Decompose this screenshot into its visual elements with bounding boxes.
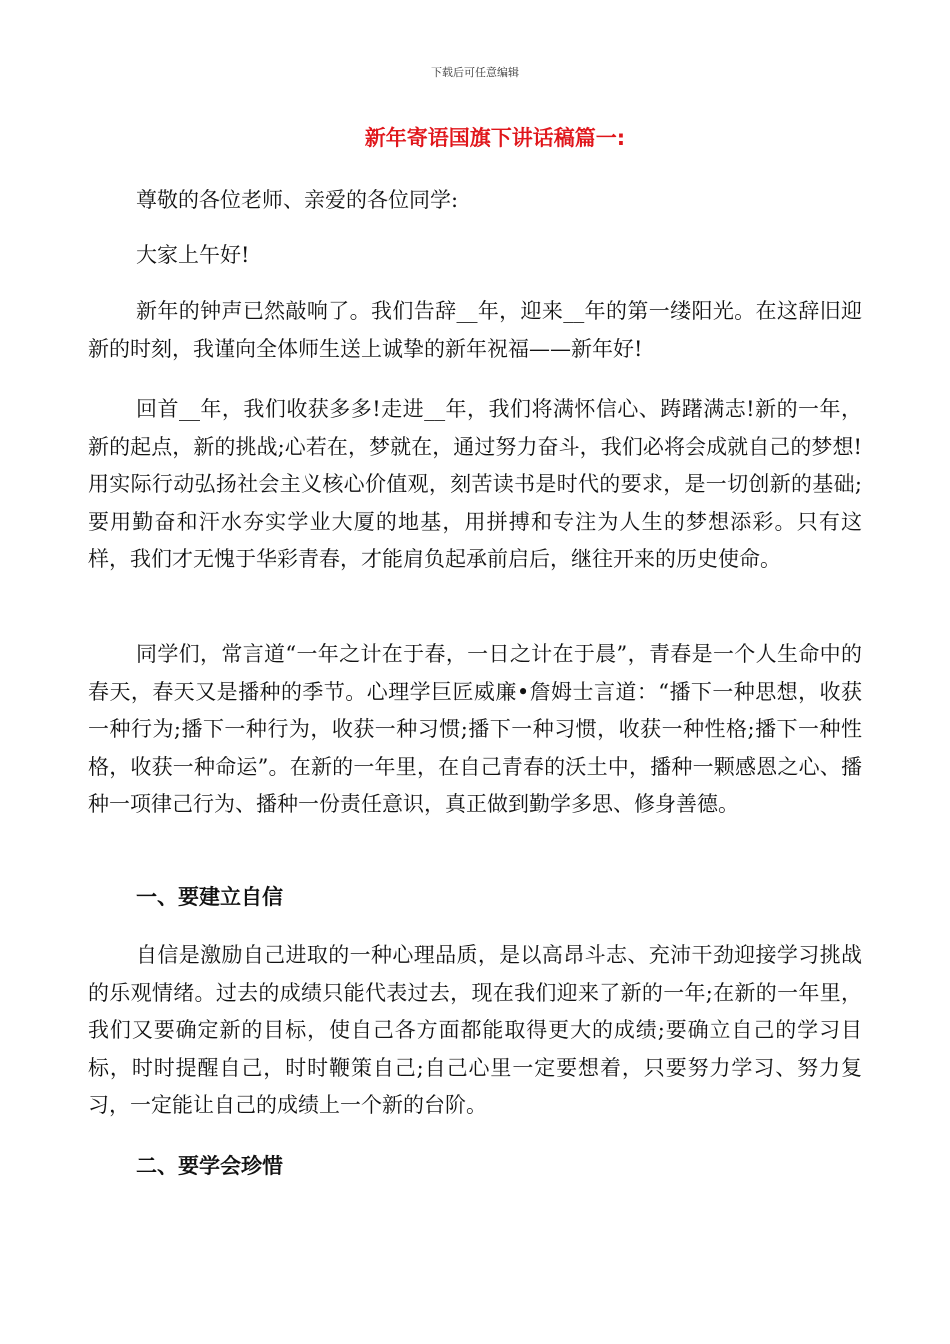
greeting-paragraph: 大家上午好!	[136, 243, 250, 267]
paragraph-spring-sowing: 同学们，常言道“一年之计在于春，一日之计在于晨”，青春是一个人生命中的春天，春天又是播种的季节。心理学巨匠威廉•詹姆士言道：“播下一种思想，收获一种行为;播下一种行为，收获一种习惯;播下一种习惯，收获一种性格;播下一种性格，收获一种命运”。在新的一年里，在自己青春的沃土中，播种一颗感恩之心、播种一项律己行为、播种一份责任意识，真正做到勤学多思、修身善德。	[88, 642, 862, 816]
paragraph-new-year-bell: 新年的钟声已然敲响了。我们告辞__年，迎来__年的第一缕阳光。在这辞旧迎新的时刻，我谨向全体师生送上诚挚的新年祝福——新年好!	[88, 299, 862, 361]
section-heading-confidence: 一、要建立自信	[136, 885, 283, 909]
salutation-paragraph: 尊敬的各位老师、亲爱的各位同学:	[136, 188, 459, 212]
paragraph-look-back: 回首__年，我们收获多多!走进__年，我们将满怀信心、踌躇满志!新的一年，新的起点，新的挑战;心若在，梦就在，通过努力奋斗，我们必将会成就自己的梦想!用实际行动弘扬社会主义核心价值观，刻苦读书是时代的要求，是一切创新的基础;要用勤奋和汗水夯实学业大厦的地基，用拼搏和专注为人生的梦想添彩。只有这样，我们才无愧于华彩青春，才能肩负起承前启后，继往开来的历史使命。	[88, 397, 862, 571]
paragraph-confidence: 自信是激励自己进取的一种心理品质，是以高昂斗志、充沛干劲迎接学习挑战的乐观情绪。过去的成绩只能代表过去，现在我们迎来了新的一年;在新的一年里，我们又要确定新的目标，使自己各方面都能取得更大的成绩;要确立自己的学习目标，时时提醒自己，时时鞭策自己;自己心里一定要想着，只要努力学习、努力复习，一定能让自己的成绩上一个新的台阶。	[88, 943, 862, 1117]
header-note: 下载后可任意编辑	[431, 66, 519, 79]
section-heading-cherish: 二、要学会珍惜	[136, 1154, 283, 1178]
document-title: 新年寄语国旗下讲话稿篇一:	[364, 126, 626, 150]
